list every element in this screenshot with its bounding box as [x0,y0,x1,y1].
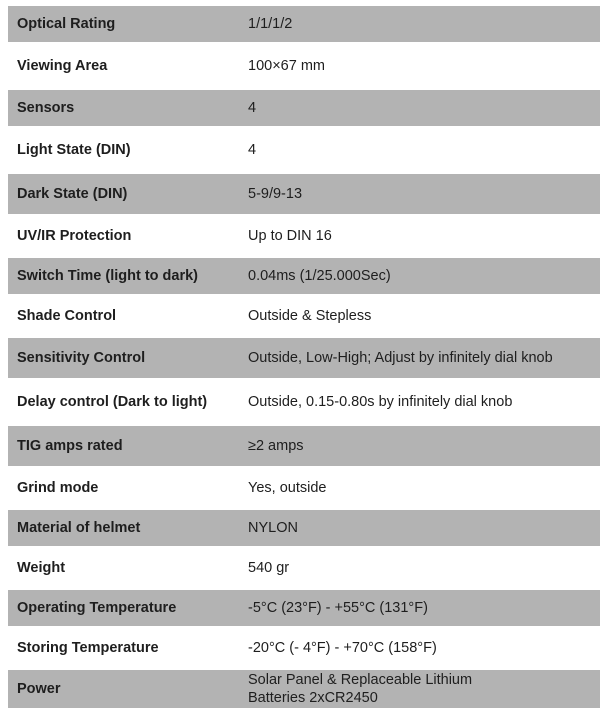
spec-value [248,99,600,117]
spec-value-line: Solar Panel & Replaceable Lithium [248,672,473,688]
spec-value-line: 5-9/9-13 [248,186,303,202]
spec-value-line: Outside, 0.15-0.80s by infinitely dial knob [248,394,513,410]
spec-value [248,479,600,497]
spec-row [8,218,600,254]
spec-value [248,437,600,455]
spec-value [248,559,600,577]
spec-row [8,670,600,708]
spec-value-line: Batteries 2xCR2450 [248,690,378,706]
spec-value [248,141,600,159]
spec-label: Optical Rating [17,16,116,32]
spec-row [8,46,600,86]
spec-value [248,57,600,75]
spec-label: TIG amps rated [17,438,123,454]
spec-value [248,639,600,657]
spec-table [8,6,600,712]
spec-value-line: 4 [248,142,257,158]
spec-row [8,470,600,506]
spec-label: Shade Control [17,308,117,324]
spec-label: Sensors [17,100,75,116]
spec-value-line: 540 gr [248,560,290,576]
spec-value-line: 1/1/1/2 [248,16,293,32]
spec-value [248,349,600,367]
spec-value-line: 100×67 mm [248,58,325,74]
spec-label: Operating Temperature [17,600,177,616]
spec-value-line: 4 [248,100,257,116]
spec-row [8,130,600,170]
spec-value [248,307,600,325]
spec-label: Dark State (DIN) [17,186,128,202]
spec-row [8,630,600,666]
spec-label: Sensitivity Control [17,350,146,366]
spec-row [8,590,600,626]
spec-value-line: Outside & Stepless [248,308,372,324]
spec-value [248,671,600,707]
spec-label: Grind mode [17,480,99,496]
spec-value [248,15,600,33]
spec-value [248,393,600,411]
spec-label: Weight [17,560,66,576]
spec-row [8,338,600,378]
spec-row [8,298,600,334]
spec-row [8,174,600,214]
spec-label: Power [17,681,61,697]
spec-value-line: NYLON [248,520,298,536]
spec-value-line: ≥2 amps [248,438,304,454]
spec-label: Delay control (Dark to light) [17,394,208,410]
spec-row [8,90,600,126]
spec-label: UV/IR Protection [17,228,132,244]
spec-row [8,550,600,586]
spec-value [248,185,600,203]
spec-value-line: -20°C (- 4°F) - +70°C (158°F) [248,640,437,656]
spec-row [8,426,600,466]
spec-row [8,258,600,294]
spec-label: Viewing Area [17,58,108,74]
spec-value-line: -5°C (23°F) - +55°C (131°F) [248,600,428,616]
spec-value-line: 0.04ms (1/25.000Sec) [248,268,391,284]
spec-value-line: Outside, Low-High; Adjust by infinitely dial knob [248,350,553,366]
spec-value [248,227,600,245]
spec-row [8,510,600,546]
spec-row [8,6,600,42]
spec-value [248,519,600,537]
spec-label: Storing Temperature [17,640,159,656]
spec-row [8,382,600,422]
spec-value [248,267,600,285]
spec-label: Switch Time (light to dark) [17,268,198,284]
spec-label: Light State (DIN) [17,142,131,158]
spec-label: Material of helmet [17,520,141,536]
spec-value-line: Up to DIN 16 [248,228,332,244]
spec-value-line: Yes, outside [248,480,327,496]
spec-value [248,599,600,617]
